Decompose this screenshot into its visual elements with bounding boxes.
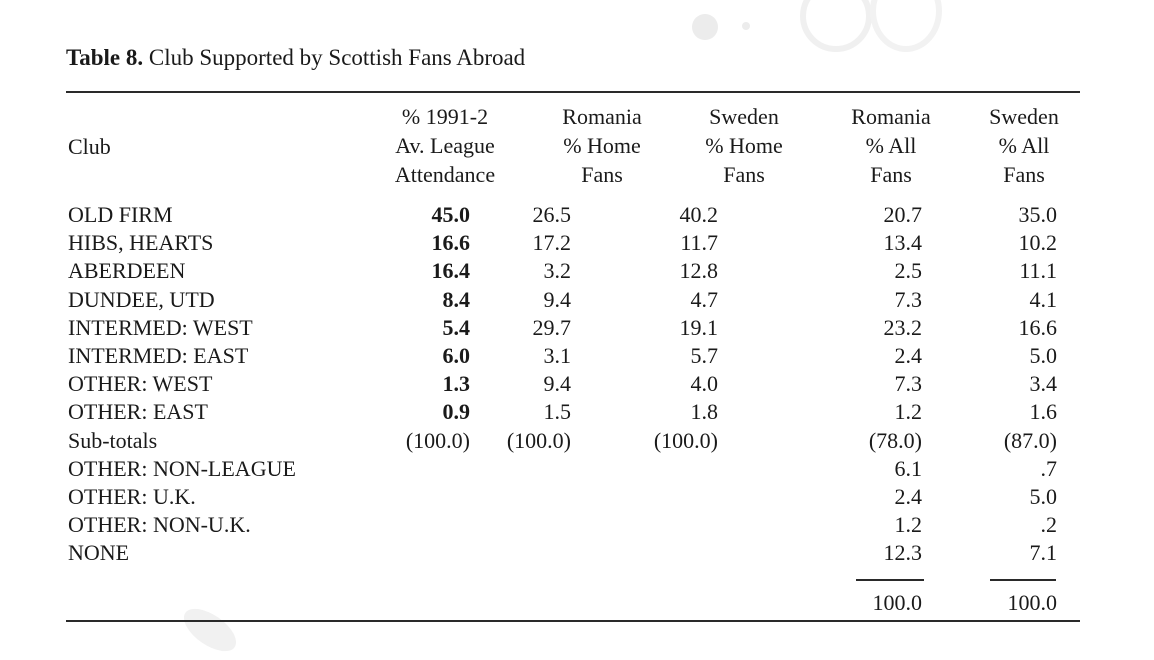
column-header-romania-home: Romania % Home Fans xyxy=(562,104,642,187)
table-cell: 12.8 xyxy=(679,258,718,284)
table-cell: 1.5 xyxy=(543,399,571,425)
table-caption xyxy=(66,44,525,72)
table-cell: 11.1 xyxy=(1019,258,1057,284)
table-cell: 100.0 xyxy=(872,590,922,615)
row-label: OTHER: NON-U.K. xyxy=(68,512,251,538)
row-label: OLD FIRM xyxy=(68,202,173,227)
table-bottom-rule xyxy=(66,620,1080,622)
table-cell: 1.8 xyxy=(690,399,718,425)
table-number: Table 8. xyxy=(66,45,144,70)
table-cell: 35.0 xyxy=(1018,202,1057,227)
table-cell: 9.4 xyxy=(543,286,571,312)
table-cell: 11.7 xyxy=(680,230,718,256)
column-header-sweden-all: Sweden % All Fans xyxy=(989,104,1059,187)
row-label: INTERMED: WEST xyxy=(68,314,253,340)
table-cell: 2.4 xyxy=(894,343,922,368)
watermark-mark xyxy=(692,14,718,40)
table-cell: 9.4 xyxy=(543,371,571,397)
row-label: OTHER: U.K. xyxy=(68,484,196,509)
table-cell: (87.0) xyxy=(1003,427,1057,453)
column-header-club: Club xyxy=(68,134,111,159)
total-rule xyxy=(990,579,1056,581)
table-cell: 4.1 xyxy=(1029,286,1057,312)
table-cell: 16.6 xyxy=(431,230,470,256)
table-cell: 8.4 xyxy=(442,286,470,312)
column-header-romania-all: Romania % All Fans xyxy=(851,104,931,187)
table-cell: 100.0 xyxy=(1007,590,1057,615)
table-cell: 6.0 xyxy=(442,343,470,368)
table-cell: 1.3 xyxy=(442,371,470,397)
table-cell: 10.2 xyxy=(1018,230,1057,256)
table-cell: 26.5 xyxy=(532,202,571,227)
table-cell: (100.0) xyxy=(506,427,571,453)
table-cell: .7 xyxy=(1040,455,1057,481)
row-label: NONE xyxy=(68,540,130,566)
watermark-mark xyxy=(870,0,942,52)
table-cell: 40.2 xyxy=(679,202,718,227)
table-cell: 1.2 xyxy=(894,399,922,425)
table-cell: 5.4 xyxy=(442,314,470,340)
total-rule xyxy=(856,579,924,581)
table-cell: 3.2 xyxy=(543,258,571,284)
table-cell: 0.9 xyxy=(442,399,470,425)
table-cell: (100.0) xyxy=(653,427,718,453)
table-cell: 7.1 xyxy=(1029,540,1057,566)
row-label: Sub-totals xyxy=(68,427,158,453)
table-cell: (78.0) xyxy=(868,427,922,453)
table-cell: 16.6 xyxy=(1018,314,1057,340)
table-title: Club Supported by Scottish Fans Abroad xyxy=(143,45,526,70)
table-cell: 1.6 xyxy=(1029,399,1057,425)
table-cell: 1.2 xyxy=(894,512,922,538)
table-top-rule xyxy=(66,91,1080,93)
table-cell: 17.2 xyxy=(532,230,571,256)
row-label: HIBS, HEARTS xyxy=(68,230,214,256)
table-cell: 4.0 xyxy=(690,371,718,397)
table-cell: 2.5 xyxy=(894,258,922,284)
table-cell: 20.7 xyxy=(883,202,922,227)
table-cell: 45.0 xyxy=(431,202,470,227)
row-label: INTERMED: EAST xyxy=(68,343,249,368)
table-cell: 2.4 xyxy=(894,484,922,509)
watermark-mark xyxy=(177,601,243,660)
table-cell: 5.0 xyxy=(1029,484,1057,509)
table-cell: 7.3 xyxy=(894,286,922,312)
table-cell: 16.4 xyxy=(431,258,470,284)
table-cell: 5.0 xyxy=(1029,343,1057,368)
column-header-attendance: % 1991-2 Av. League Attendance xyxy=(394,104,496,187)
table-cell: 13.4 xyxy=(883,230,922,256)
watermark-mark xyxy=(742,22,750,30)
row-label: DUNDEE, UTD xyxy=(68,286,215,312)
table-cell: .2 xyxy=(1040,512,1057,538)
table-cell: 3.4 xyxy=(1029,371,1057,397)
row-label: OTHER: NON-LEAGUE xyxy=(68,455,296,481)
table-cell: 19.1 xyxy=(679,314,718,340)
column-header-sweden-home: Sweden % Home Fans xyxy=(705,104,783,187)
row-label: OTHER: WEST xyxy=(68,371,213,397)
table-cell: 3.1 xyxy=(543,343,571,368)
table-cell: 5.7 xyxy=(690,343,718,368)
table-cell: 12.3 xyxy=(883,540,922,566)
row-label: ABERDEEN xyxy=(68,258,186,284)
table-cell: 7.3 xyxy=(894,371,922,397)
table-cell: (100.0) xyxy=(405,427,470,453)
table-cell: 6.1 xyxy=(894,455,922,481)
row-label: OTHER: EAST xyxy=(68,399,208,425)
watermark-mark xyxy=(800,0,872,52)
table-cell: 23.2 xyxy=(883,314,922,340)
table-cell: 4.7 xyxy=(690,286,718,312)
table-cell: 29.7 xyxy=(532,314,571,340)
